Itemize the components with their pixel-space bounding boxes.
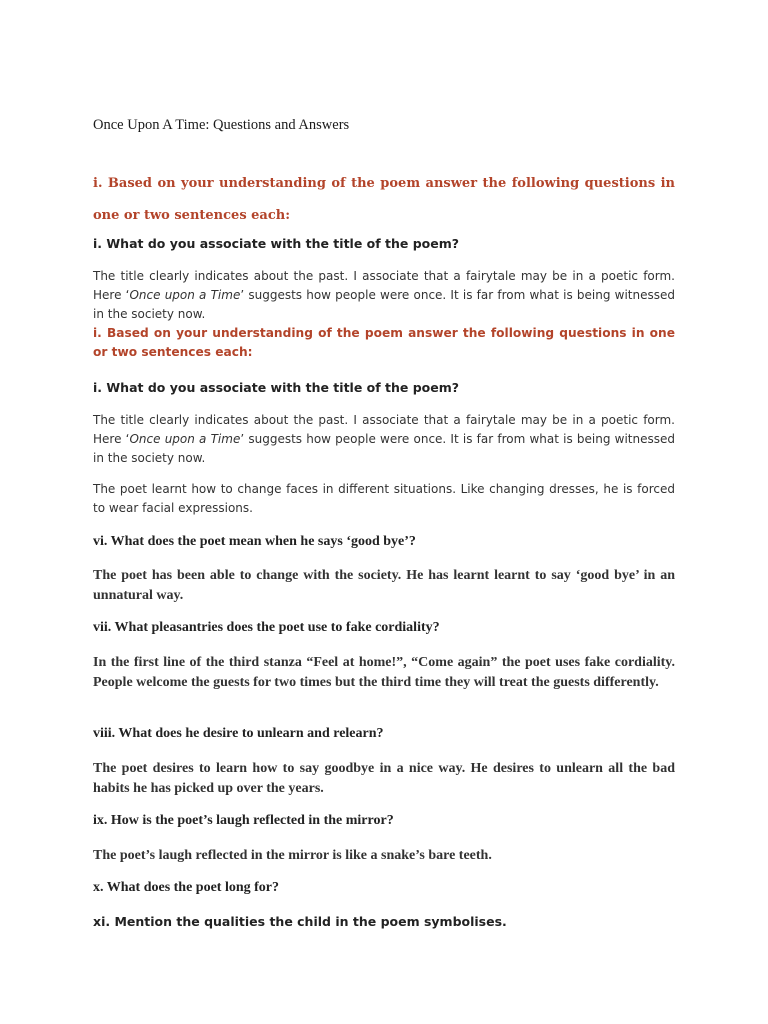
answer-8: The poet desires to learn how to say goodbye in a nice way. He desires to unlearn all the bad habits he has picked up over the years. [93,761,675,796]
answer-1-repeat-italic: Once upon a Time [129,432,241,446]
answer-1-repeat [93,411,675,468]
answer-1 [93,267,675,324]
answer-9: The poet’s laugh reflected in the mirror is like a snake’s bare teeth. [93,848,492,863]
answer-6: The poet has been able to change with the society. He has learnt learnt to say ‘good bye’ in an unnatural way. [93,568,675,603]
question-10: x. What does the poet long for? [93,880,280,895]
answer-1-repeat-text-b: ’ suggests how people were once. It is far from what is being witnessed in the society now. [93,432,676,465]
answer-1-repeat-text-a: The title clearly indicates about the past. I associate that a fairytale may be in a poetic form. Here ‘ [93,413,675,446]
instruction-heading: i. Based on your understanding of the poem answer the following questions in one or two sentences each: [93,176,675,223]
question-9: ix. How is the poet’s laugh reflected in the mirror? [93,813,394,828]
answer-1-text-a: The title clearly indicates about the past. I associate that a fairytale may be in a poetic form. Here ‘ [93,269,675,302]
question-1: i. What do you associate with the title of the poem? [93,236,460,251]
question-7: vii. What pleasantries does the poet use to fake cordiality? [93,620,440,635]
question-6: vi. What does the poet mean when he says ‘good bye’? [93,534,416,549]
answer-faces: The poet learnt how to change faces in different situations. Like changing dresses, he is forced to wear facial expressions. [93,482,675,515]
answer-7: In the first line of the third stanza “Feel at home!”, “Come again” the poet uses fake cordiality. People welcome the guests for two times but the third time they will treat the guests differently. [93,655,675,690]
answer-1-italic: Once upon a Time [129,288,241,302]
answer-1-text-b: ’ suggests how people were once. It is far from what is being witnessed in the society now. [93,288,676,321]
instruction-heading-repeat: i. Based on your understanding of the poem answer the following questions in one or two sentences each: [93,326,675,359]
question-11: xi. Mention the qualities the child in the poem symbolises. [93,914,507,929]
question-8: viii. What does he desire to unlearn and relearn? [93,726,384,741]
question-1-repeat: i. What do you associate with the title of the poem? [93,380,460,395]
document-title: Once Upon A Time: Questions and Answers [93,117,350,133]
document-page [93,0,675,1024]
